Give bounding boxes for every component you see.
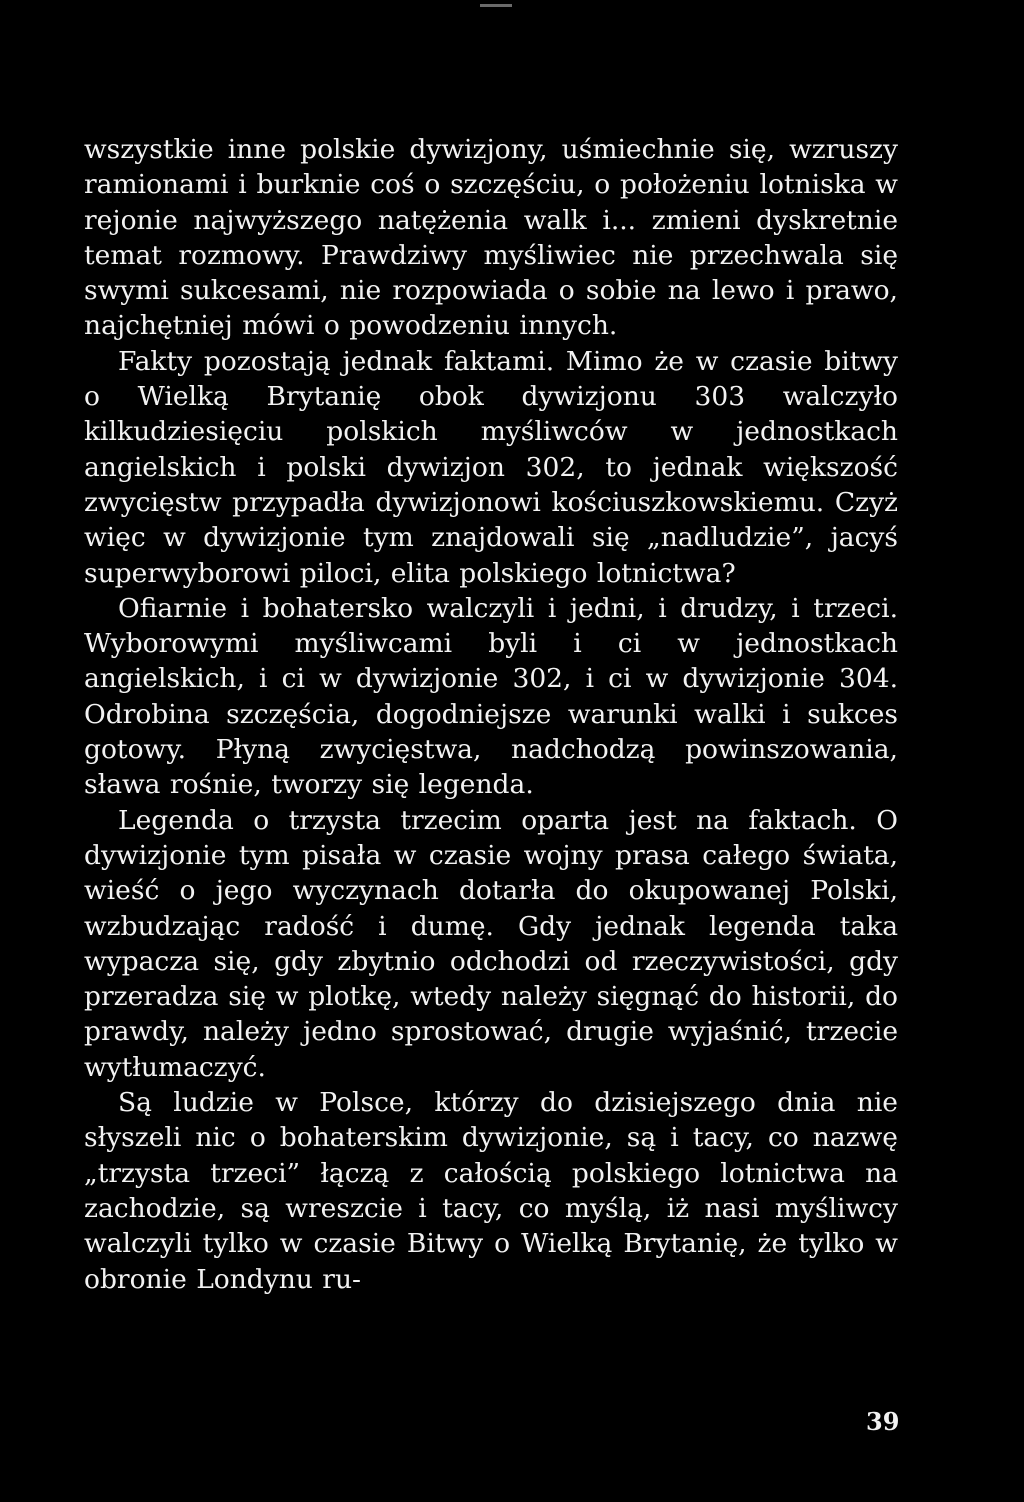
paragraph: Są ludzie w Polsce, którzy do dzisiejszego dnia nie słyszeli nic o bohaterskim dywizjonie, są i tacy, co nazwę „trzysta trzeci” łączą z całością polskiego lotnictwa na zachodzie, są wreszcie i tacy, co myślą, iż nasi myśliwcy walczyli tylko w czasie Bitwy o Wielką Brytanię, że tylko w obronie Londynu ru- <box>84 1087 898 1295</box>
paragraph: wszystkie inne polskie dywizjony, uśmiechnie się, wzruszy ramionami i burknie coś o szczęściu, o położeniu lotniska w rejonie najwyższego natężenia walk i... zmieni dyskretnie temat rozmowy. Prawdziwy myśliwiec nie przechwala się swymi sukcesami, nie rozpowiada o sobie na lewo i prawo, najchętniej mówi o powodzeniu innych. <box>84 134 898 342</box>
paragraph: Ofiarnie i bohatersko walczyli i jedni, i drudzy, i trzeci. Wyborowymi myśliwcami byli i ci w jednostkach angielskich, i ci w dywizjonie 302, i ci w dywizjonie 304. Odrobina szczęścia, dogodniejsze warunki walki i sukces gotowy. Płyną zwycięstwa, nadchodzą powinszowania, sława rośnie, tworzy się legenda. <box>84 592 898 801</box>
paragraph: Fakty pozostają jednak faktami. Mimo że w czasie bitwy o Wielką Brytanię obok dywizjonu 303 walczyło kilkudziesięciu polskich myśliwców w jednostkach angielskich i polski dywizjon 302, to jednak większość zwycięstw przypadła dywizjonowi kościuszkowskiemu. Czyż więc w dywizjonie tym znajdowali się „nadludzie”, jacyś superwyborowi piloci, elita polskiego lotnictwa? <box>84 345 898 589</box>
page-number: 39 <box>866 1407 900 1436</box>
paragraph: Legenda o trzysta trzecim oparta jest na faktach. O dywizjonie tym pisała w czasie wojny prasa całego świata, wieść o jego wyczynach dotarła do okupowanej Polski, wzbudzając radość i dumę. Gdy jednak legenda taka wypacza się, gdy zbytnio odchodzi od rzeczywistości, gdy przeradza się w plotkę, wtedy należy sięgnąć do historii, do prawdy, należy jedno sprostować, drugie wyjaśnić, trzecie wytłumaczyć. <box>84 804 898 1083</box>
scan-artifact-mark <box>480 4 512 7</box>
page-body-text <box>84 132 898 1297</box>
